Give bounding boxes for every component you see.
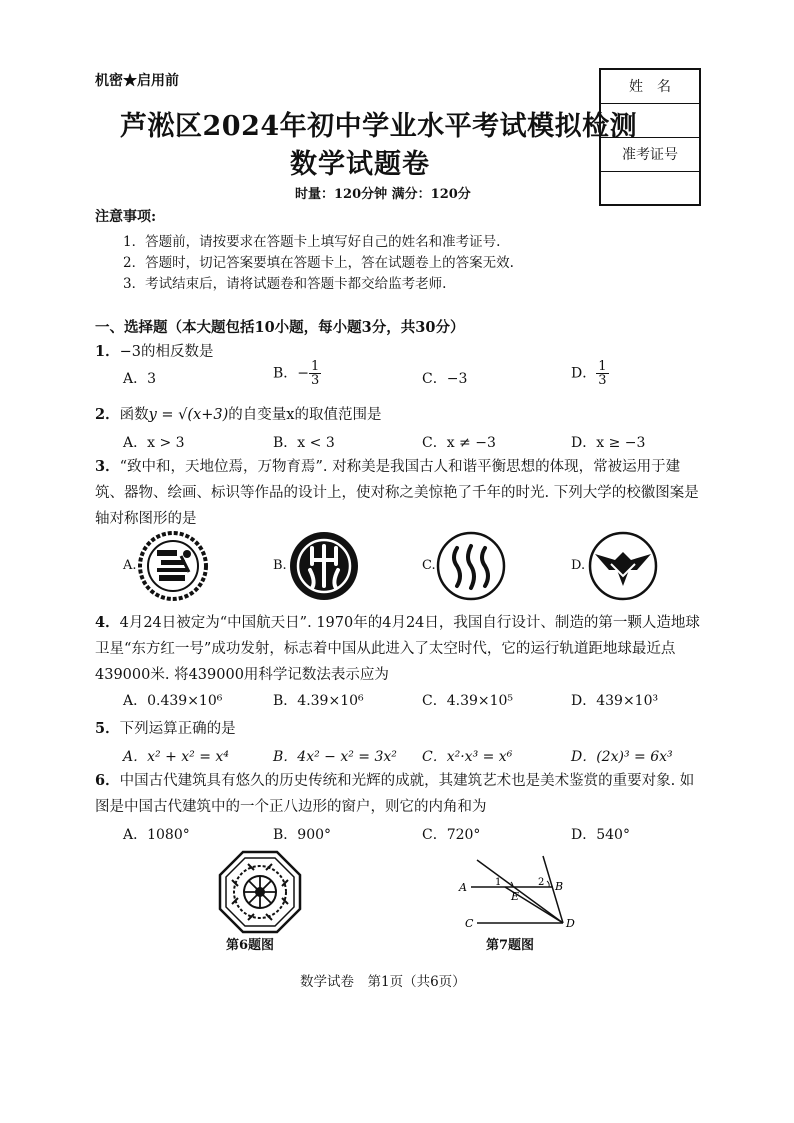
university-emblem-a-icon xyxy=(137,530,209,602)
option-c[interactable]: C．4.39×10⁵ xyxy=(422,693,514,709)
question-number: 1． xyxy=(95,343,120,360)
exam-title: 芦淞区2024年初中学业水平考试模拟检测 xyxy=(120,111,638,142)
confidential-label: 机密★启用前 xyxy=(95,73,179,89)
exam-number-label: 准考证号 xyxy=(601,138,699,172)
question-2: 2．函数y = √(x+3)的自变量x的取值范围是 xyxy=(95,406,382,423)
figure-7-caption: 第7题图 xyxy=(486,938,535,953)
options-q2 xyxy=(123,432,703,456)
option-b[interactable]: B. xyxy=(273,558,287,573)
option-d[interactable]: D．540° xyxy=(571,827,630,843)
section-heading: 一、选择题（本大题包括10小题，每小题3分，共30分） xyxy=(95,319,465,336)
option-a[interactable]: A. xyxy=(123,558,137,573)
options-q5 xyxy=(123,746,703,770)
option-d[interactable]: D．x ≥ −3 xyxy=(571,435,646,451)
option-c[interactable]: C．720° xyxy=(422,827,481,843)
option-b[interactable]: B．4x² − x² = 3x² xyxy=(273,749,397,765)
option-b[interactable]: B．900° xyxy=(273,827,332,843)
options-q1 xyxy=(123,359,703,392)
option-d[interactable]: D. xyxy=(571,558,586,573)
option-a[interactable]: A．x > 3 xyxy=(123,435,185,451)
question-5: 5．下列运算正确的是 xyxy=(95,720,236,737)
exam-subtitle: 数学试题卷 xyxy=(290,149,430,180)
notice-heading: 注意事项: xyxy=(95,209,157,225)
angle-1-label: 1 xyxy=(495,877,502,888)
exam-number-field[interactable] xyxy=(601,172,699,206)
point-c-label: C xyxy=(465,917,474,930)
option-a[interactable]: A．x² + x² = x⁴ xyxy=(123,749,229,765)
fraction: $\frac{1}{3}$ xyxy=(598,359,607,388)
notice-item: 3．考试结束后，请将试题卷和答题卡都交给监考老师. xyxy=(123,276,447,292)
figure-6-caption: 第6题图 xyxy=(226,938,275,953)
option-d[interactable]: D．(2x)³ = 6x³ xyxy=(571,749,673,765)
options-q6 xyxy=(123,824,703,848)
angle-2-label: 2 xyxy=(538,877,545,888)
question-6: 6．中国古代建筑具有悠久的历史传统和光辉的成就，其建筑艺术也是美术鉴赏的重要对象. 如图是中国古代建筑中的一个正八边形的窗户，则它的内角和为 xyxy=(95,772,695,815)
fraction: $\frac{1}{3}$ xyxy=(311,359,320,388)
notice-item: 2．答题时，切记答案要填在答题卡上，答在试题卷上的答案无效. xyxy=(123,255,514,271)
option-c[interactable]: C．−3 xyxy=(422,371,468,387)
option-c[interactable]: C．x ≠ −3 xyxy=(422,435,496,451)
formula: y = √(x+3) xyxy=(148,407,229,423)
university-emblem-d-icon xyxy=(587,530,659,602)
option-b[interactable]: B．x < 3 xyxy=(273,435,335,451)
option-a[interactable]: A．1080° xyxy=(123,827,190,843)
option-b[interactable]: B．4.39×10⁶ xyxy=(273,693,364,709)
option-c[interactable]: C．x²·x³ = x⁶ xyxy=(422,749,513,765)
question-text: −3的相反数是 xyxy=(119,344,214,360)
time-score-info: 时量：120分钟 满分：120分 xyxy=(295,187,471,202)
question-1 xyxy=(95,339,700,365)
point-a-label: A xyxy=(459,881,467,894)
geometry-figure-7 xyxy=(455,852,585,934)
candidate-info-box xyxy=(599,68,701,206)
point-e-label: E xyxy=(511,890,520,903)
university-emblem-c-icon xyxy=(435,530,507,602)
option-a[interactable]: A．3 xyxy=(123,371,157,387)
point-d-label: D xyxy=(566,917,575,930)
option-d[interactable]: D． $\frac{1}{3}$ xyxy=(571,359,607,388)
question-3: 3．“致中和，天地位焉，万物育焉”. 对称美是我国古人和谐平衡思想的体现，常被运用于建筑、器物、绘画、标识等作品的设计上，使对称之美惊艳了千年的时光. 下列大学的校徽图案是轴对称图形的是 xyxy=(95,458,699,527)
option-c[interactable]: C. xyxy=(422,558,436,573)
name-label: 姓 名 xyxy=(601,70,699,104)
name-field[interactable] xyxy=(601,104,699,138)
notice-item: 1．答题前，请按要求在答题卡上填写好自己的姓名和准考证号. xyxy=(123,234,501,250)
option-d[interactable]: D．439×10³ xyxy=(571,693,659,709)
options-q4 xyxy=(123,690,703,714)
page-footer: 数学试卷 第1页（共6页） xyxy=(300,974,466,990)
options-q3 xyxy=(123,530,703,602)
option-a[interactable]: A．0.439×10⁶ xyxy=(123,693,223,709)
octagon-window-figure xyxy=(218,850,302,934)
question-4: 4．4月24日被定为“中国航天日”. 1970年的4月24日，我国自行设计、制造的第一颗人造地球卫星“东方红一号”成功发射，标志着中国从此进入了太空时代，它的运行轨道距地球最近点439000米. 将439000用科学记数法表示应为 xyxy=(95,614,700,683)
point-b-label: B xyxy=(555,880,564,893)
university-emblem-b-icon xyxy=(288,530,360,602)
option-b[interactable]: B．− $\frac{1}{3}$ xyxy=(273,359,320,388)
